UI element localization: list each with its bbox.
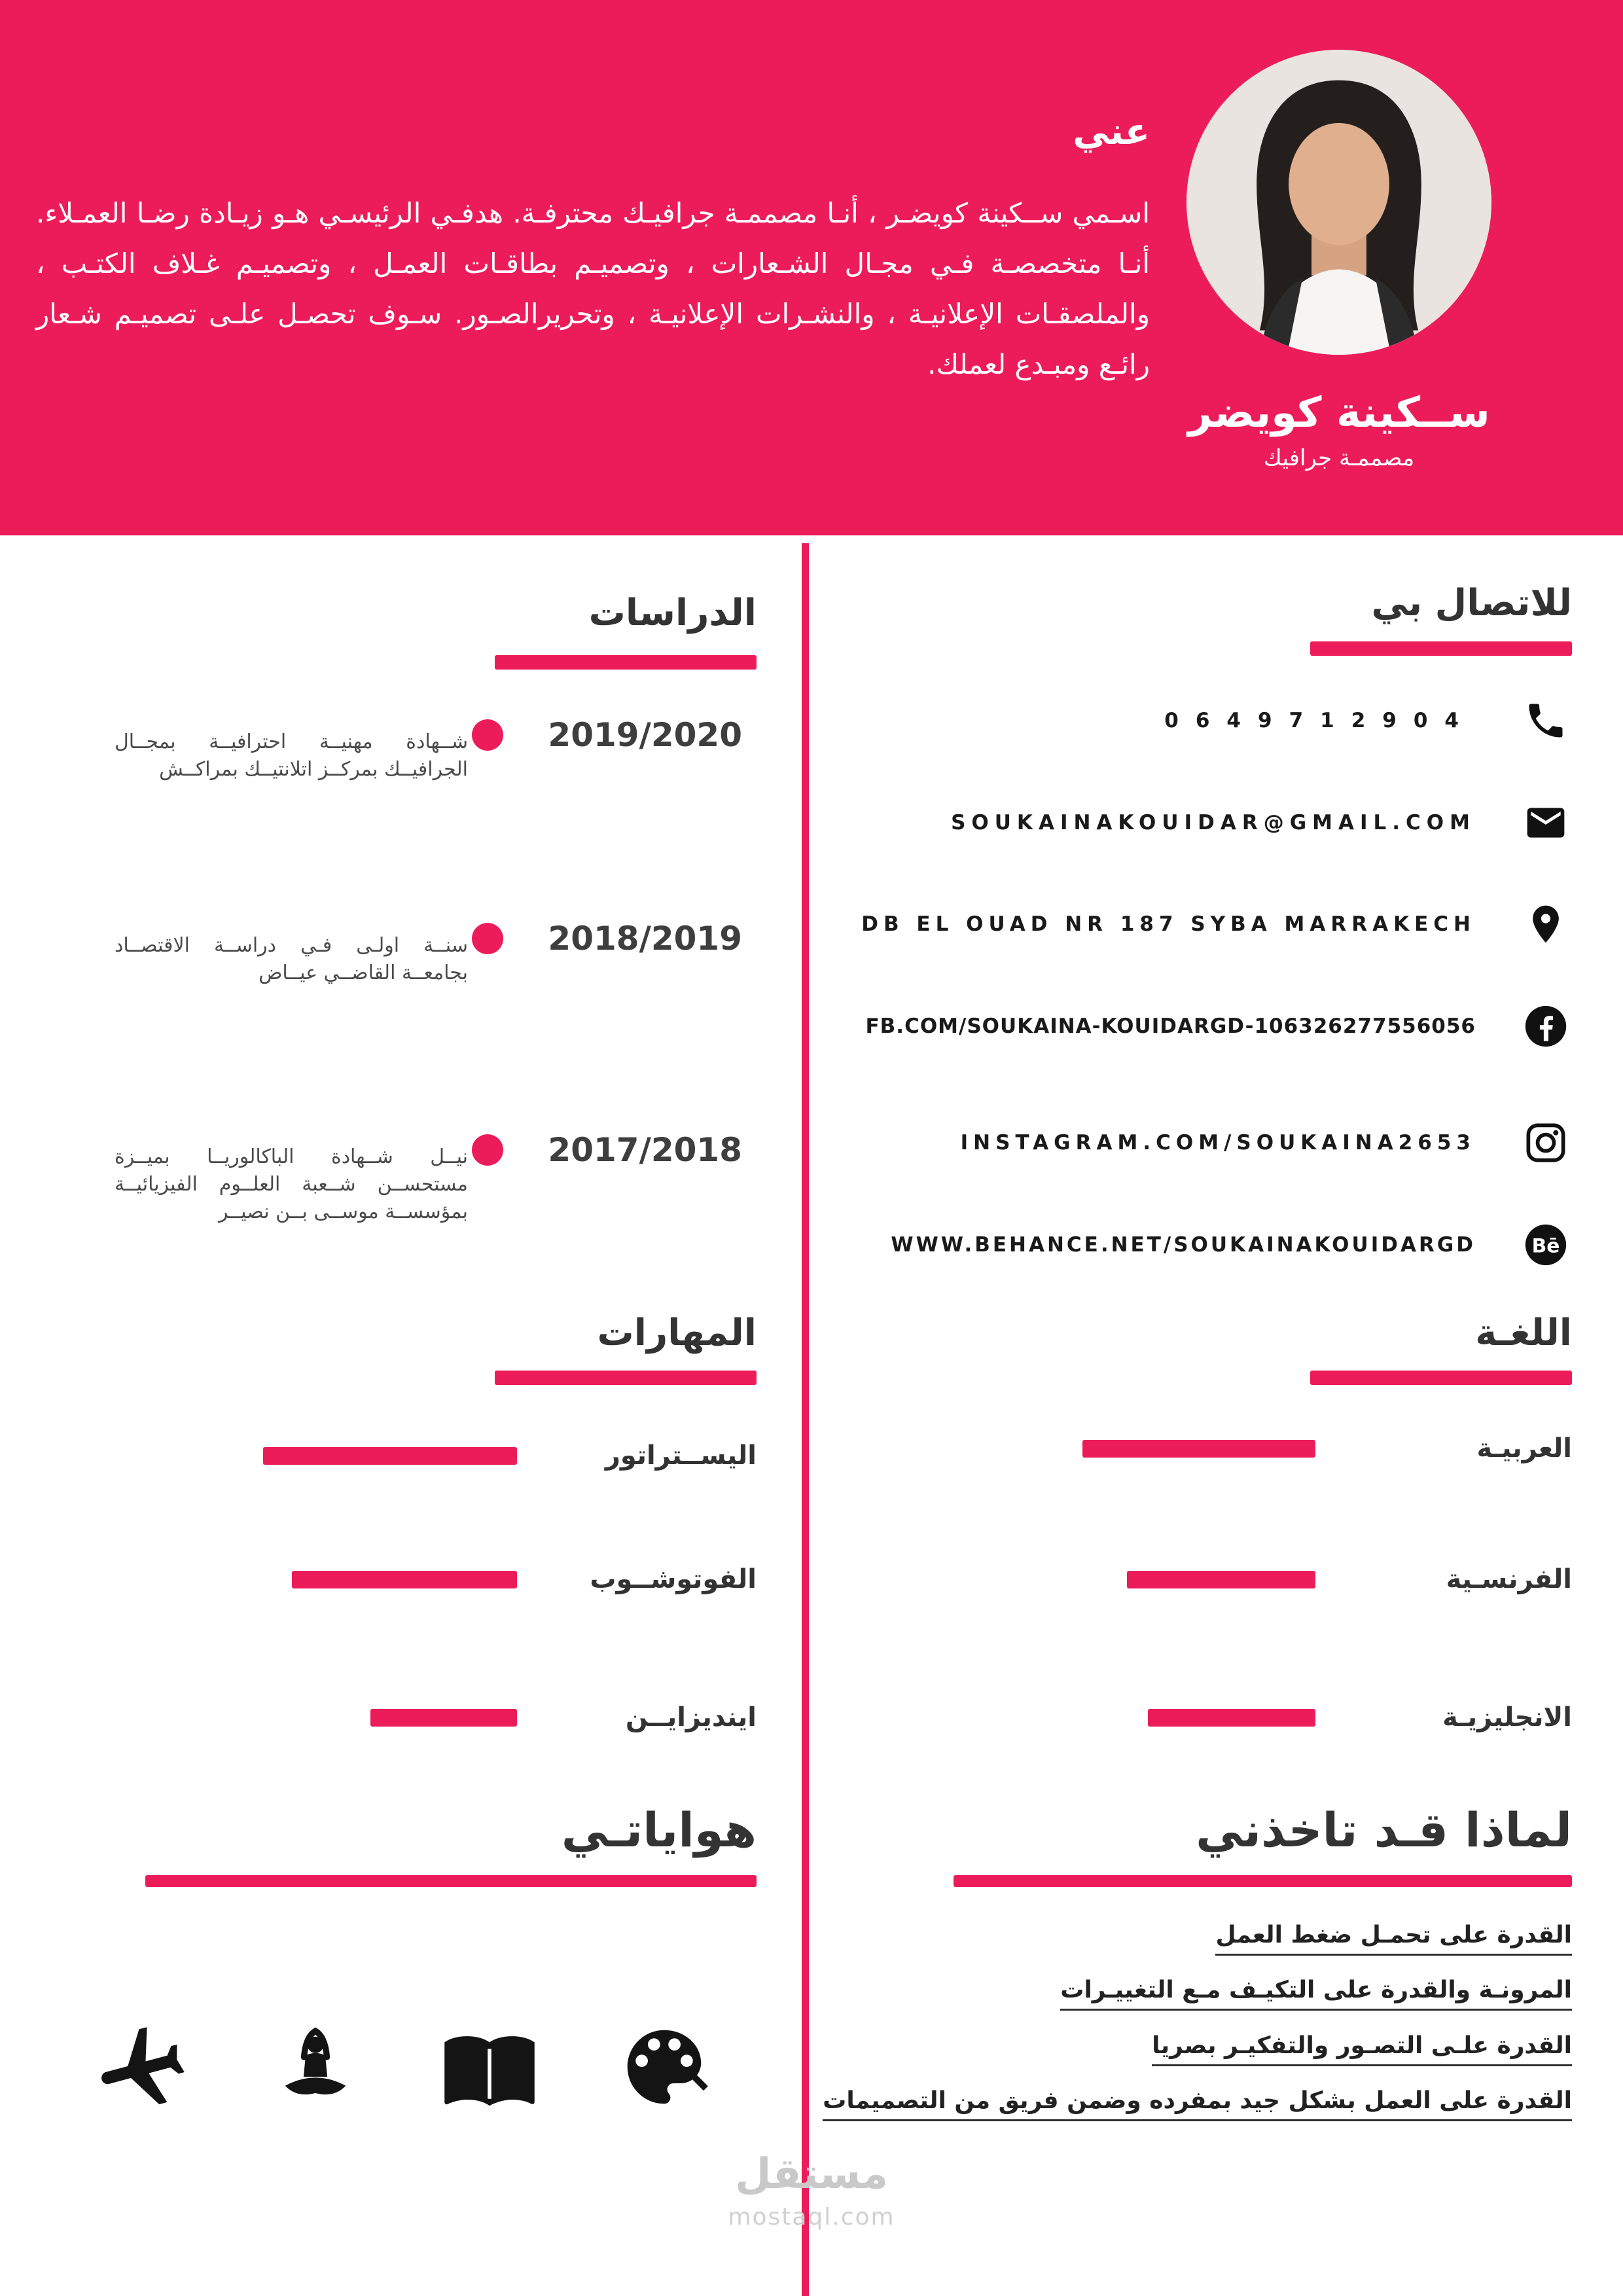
why-me-item: المرونـة والقدرة على التكيـف مـع التغييـرات: [1060, 1977, 1572, 2011]
facebook-icon: [1524, 1004, 1568, 1049]
why-me-item: القدرة على تحمـل ضغط العمل: [1215, 1922, 1572, 1956]
person-role: مصممـة جرافيك: [1263, 445, 1415, 472]
studies-title-underline: [495, 655, 757, 670]
about-title: عني: [1073, 111, 1150, 153]
study-year: 2018/2019: [548, 920, 742, 958]
paint-palette-icon: [615, 2018, 713, 2116]
contact-row-address[interactable]: [859, 902, 1584, 946]
skill-label: الفوتوشــوب: [590, 1564, 757, 1594]
watermark: [0, 2150, 1623, 2231]
instagram-url: INSTAGRAM.COM/SOUKAINA2653: [960, 1131, 1476, 1155]
behance-icon: [1524, 1223, 1568, 1267]
language-label: العربيـة: [1476, 1433, 1572, 1463]
avatar: [1186, 50, 1491, 355]
skill-level-bar: [255, 1571, 517, 1588]
language-label: الفرنسـية: [1446, 1564, 1572, 1594]
watermark-arabic: مستقل: [734, 2150, 889, 2198]
hobbies-title: هواياتـي: [561, 1803, 757, 1857]
contact-row-behance[interactable]: [859, 1223, 1584, 1267]
study-description: نيــل شــهادة الباكالوريــا بميــزة مستحســن شــعبة العلــوم الفيزيائيــة بمؤسســة موســى بــن نصيــر: [115, 1145, 468, 1223]
languages-title: اللغـة: [1475, 1312, 1572, 1354]
contact-row-instagram[interactable]: [859, 1121, 1584, 1165]
study-year: 2019/2020: [548, 716, 742, 754]
timeline-dot: [472, 1134, 503, 1166]
skill-level-bar: [255, 1709, 517, 1727]
skill-label: اينديزايــن: [625, 1702, 757, 1732]
behance-url: WWW.BEHANCE.NET/SOUKAINAKOUIDARGD: [891, 1233, 1476, 1257]
contact-row-phone[interactable]: [859, 698, 1584, 743]
watermark-latin: mostaql.com: [728, 2204, 895, 2231]
email-icon: [1524, 800, 1568, 845]
timeline-dot: [472, 923, 503, 954]
language-level-bar: [1054, 1571, 1315, 1588]
open-book-icon: [440, 2018, 539, 2116]
column-divider: [802, 543, 809, 2296]
study-item: [52, 715, 759, 918]
languages-title-underline: [1310, 1371, 1572, 1385]
skill-label: اليســتراتور: [605, 1441, 757, 1471]
facebook-url: FB.COM/SOUKAINA-KOUIDARGD-106326277556056: [865, 1014, 1476, 1038]
phone-number: 0649712904: [1164, 709, 1476, 732]
profile-photo: [1186, 50, 1491, 355]
study-description: سنــة اولـى فـي دراســة الاقتصــاد بجامعــة القاضــي عيــاض: [115, 934, 468, 984]
about-text: اسـمي ســكينة كويضـر ، أنـا مصممـة جرافيـك محترفـة. هدفـي الرئيسـي هـو زيـادة رضـا العمـلاء. أنـا متخصصـة فـي مجـال الشـعارات ، وتصميـم بطاقـات العمـل ، وتصميـم غـلاف الكتـب ، والملصقـات الإعلانيـة ، والنشـرات الإعلانيـة ، وتحريرالصـور. سـوف تحصـل علـى تصميـم شـعار رائـع ومبـدع لعملك.: [36, 197, 1150, 381]
right-column: [823, 535, 1584, 2296]
contact-title-underline: [1310, 641, 1572, 656]
location-pin-icon: [1524, 902, 1568, 946]
hobbies-title-underline: [145, 1875, 757, 1887]
study-item: [52, 919, 759, 1122]
identity: [1121, 390, 1557, 471]
study-year: 2017/2018: [548, 1131, 742, 1169]
timeline-dot: [472, 719, 503, 751]
about-section: [36, 110, 1150, 389]
skills-title-underline: [495, 1371, 757, 1385]
airplane-icon: [92, 2018, 190, 2116]
instagram-icon: [1524, 1121, 1568, 1165]
person-name: ســكينة كويضر: [1188, 389, 1490, 437]
hobbies-icons: [92, 2018, 713, 2116]
meditation-icon: [266, 2018, 365, 2116]
skill-level-bar: [255, 1447, 517, 1465]
street-address: DB EL OUAD NR 187 SYBA MARRAKECH: [861, 912, 1476, 936]
study-item: [52, 1130, 759, 1333]
study-description: شــهادة مهنيــة احترافيــة بمجــال الجرافيــك بمركــز اتلانتيــك بمراكــش: [115, 730, 468, 781]
studies-title: الدراسات: [588, 592, 757, 634]
skills-title: المهارات: [597, 1312, 757, 1354]
why-me-item: القدرة على العمل بشكل جيد بمفرده وضمن فريق من التصميمات: [823, 2087, 1572, 2121]
contact-row-facebook[interactable]: [859, 1004, 1584, 1049]
phone-icon: [1524, 698, 1568, 743]
svg-text:Bē: Bē: [1531, 1234, 1560, 1258]
why-me-title: لماذا قـد تاخذني: [1196, 1803, 1572, 1857]
left-column: [52, 535, 759, 2296]
language-level-bar: [1054, 1440, 1315, 1458]
language-label: الانجليزيـة: [1442, 1702, 1572, 1732]
header: [0, 0, 1623, 535]
why-me-item: القدرة علـى التصـور والتفكيـر بصريا: [1152, 2032, 1572, 2066]
contact-title: للاتصال بي: [1371, 582, 1572, 624]
why-me-title-underline: [954, 1875, 1572, 1887]
contact-row-email[interactable]: [859, 800, 1584, 845]
language-level-bar: [1054, 1709, 1315, 1727]
email-address: SOUKAINAKOUIDAR@GMAIL.COM: [951, 811, 1476, 834]
